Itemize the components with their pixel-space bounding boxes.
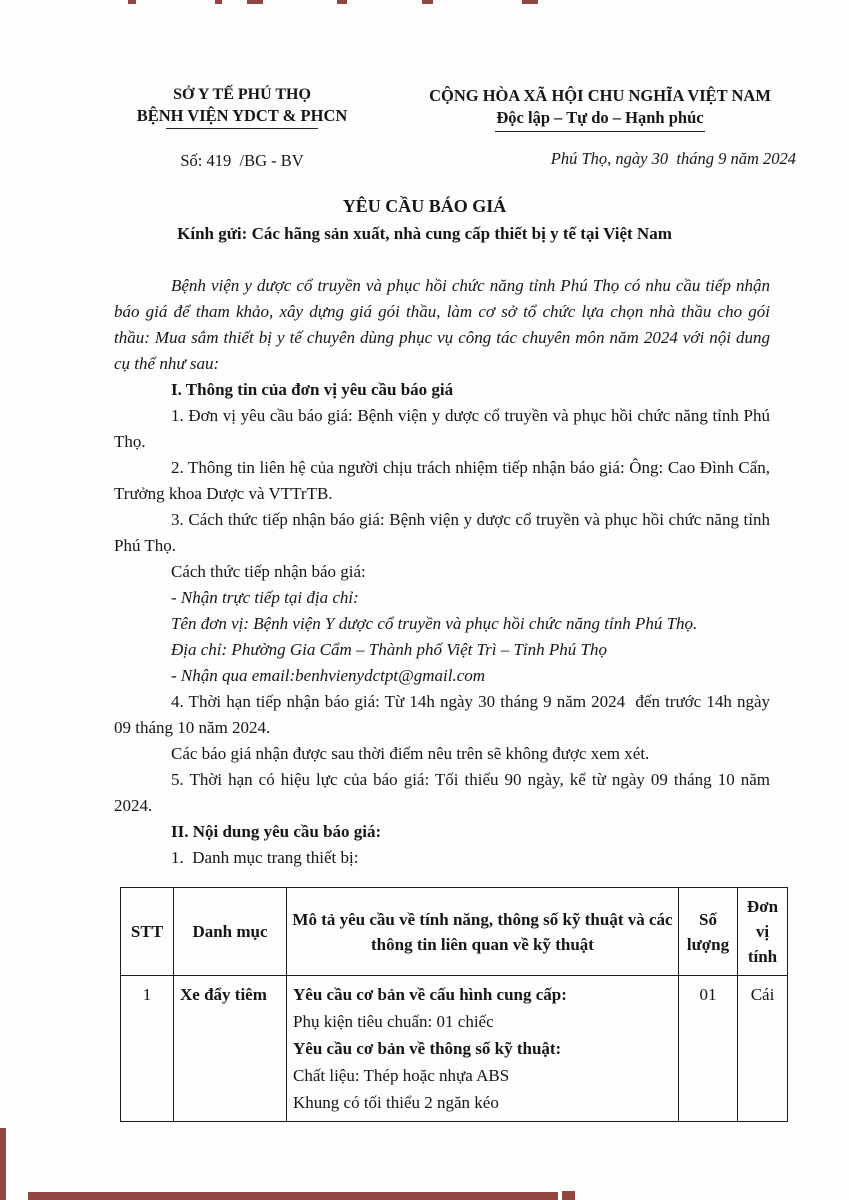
scan-artifact-top [215, 0, 222, 4]
body-paragraph-late-note: Các báo giá nhận được sau thời điểm nêu trên sẽ không được xem xét. [171, 744, 650, 763]
col-header-category: Danh mục [174, 888, 287, 976]
scan-artifact-top [522, 0, 538, 4]
intro-paragraph: Bệnh viện y dược cổ truyền và phục hồi chức năng tỉnh Phú Thọ có nhu cầu tiếp nhận báo giá để tham khảo, xây dựng giá gói thầu, làm cơ sở tổ chức lựa chọn nhà thầu cho gói thầu: Mua sắm thiết bị y tế chuyên dùng phục vụ công tác chuyên môn năm 2024 với nội dung cụ thể như sau: [114, 276, 770, 373]
scan-artifact-top [128, 0, 136, 4]
motto-underline-rule [495, 131, 705, 132]
body-paragraph-method-label: Cách thức tiếp nhận báo giá: [171, 562, 366, 581]
national-motto: Độc lập – Tự do – Hạnh phúc [496, 108, 704, 127]
body-paragraph-email: - Nhận qua email:benhvienydctpt@gmail.com [171, 666, 486, 685]
issuer-block [98, 85, 386, 171]
cell-category: Xe đẩy tiêm [174, 976, 287, 1122]
section-2-heading: II. Nội dung yêu cầu báo giá: [171, 822, 382, 841]
col-header-stt: STT [121, 888, 174, 976]
scan-artifact-left-bottom [0, 1128, 6, 1200]
issuer-department: SỞ Y TẾ PHÚ THỌ [173, 86, 311, 103]
recipient-line: Kính gửi: Các hãng sản xuất, nhà cung cấp thiết bị y tế tại Việt Nam [177, 224, 672, 243]
description-line: Yêu cầu cơ bản về cấu hình cung cấp: [293, 985, 567, 1004]
body-paragraph-deadline: 4. Thời hạn tiếp nhận báo giá: Từ 14h ngày 30 tháng 9 năm 2024 đến trước 14h ngày 09 tháng 10 năm 2024. [114, 692, 770, 737]
body-paragraph-unit: 1. Đơn vị yêu cầu báo giá: Bệnh viện y dược cổ truyền và phục hồi chức năng tỉnh Phú Thọ. [114, 406, 770, 451]
issuer-hospital-name: BỆNH VIỆN YDCT & PHCN [136, 106, 348, 125]
cell-stt: 1 [121, 976, 174, 1122]
table-row [121, 976, 788, 1122]
cell-quantity: 01 [679, 976, 738, 1122]
cell-unit: Cái [738, 976, 788, 1122]
national-title: CỘNG HÒA XÃ HỘI CHU NGHĨA VIỆT NAM [429, 86, 771, 105]
section-1-heading: I. Thông tin của đơn vị yêu cầu báo giá [171, 380, 454, 399]
scan-artifact-top [337, 0, 347, 4]
description-line: Chất liệu: Thép hoặc nhựa ABS [293, 1066, 510, 1085]
description-line: Phụ kiện tiêu chuẩn: 01 chiếc [293, 1012, 494, 1031]
description-line: Yêu cầu cơ bản về thông số kỹ thuật: [293, 1039, 562, 1058]
table-header-row [121, 888, 788, 976]
scan-artifact-bottom [562, 1191, 575, 1200]
body-paragraph-validity: 5. Thời hạn có hiệu lực của báo giá: Tối thiểu 90 ngày, kể từ ngày 09 tháng 10 năm 2024. [114, 770, 770, 815]
cell-description [287, 976, 679, 1122]
description-line: Khung có tối thiểu 2 ngăn kéo [293, 1093, 499, 1112]
scan-artifact-top [247, 0, 263, 4]
col-header-description: Mô tả yêu cầu về tính năng, thông số kỹ thuật và các thông tin liên quan về kỹ thuật [287, 888, 679, 976]
col-header-unit: Đơn vị tính [738, 888, 788, 976]
section-2-item: 1. Danh mục trang thiết bị: [171, 848, 359, 867]
body-paragraph-method: 3. Cách thức tiếp nhận báo giá: Bệnh viện y dược cổ truyền và phục hồi chức năng tỉnh Phú Thọ. [114, 510, 770, 555]
document-body [114, 273, 770, 871]
document-ref-number: Số: 419 /BG - BV [180, 151, 304, 170]
national-header-block [398, 85, 802, 169]
body-paragraph-address: Địa chỉ: Phường Gia Cẩm – Thành phố Việt Trì – Tỉnh Phú Thọ [171, 640, 607, 659]
place-date-line: Phú Thọ, ngày 30 tháng 9 năm 2024 [550, 149, 796, 168]
body-paragraph-contact: 2. Thông tin liên hệ của người chịu trách nhiệm tiếp nhận báo giá: Ông: Cao Đình Cẩn, Trưởng khoa Dược và VTTrTB. [114, 458, 770, 503]
document-title: YÊU CẦU BÁO GIÁ [342, 196, 507, 216]
body-paragraph-unit-name: Tên đơn vị: Bệnh viện Y dược cổ truyền và phục hồi chức năng tỉnh Phú Thọ. [171, 614, 698, 633]
body-paragraph-direct: - Nhận trực tiếp tại địa chỉ: [171, 588, 359, 607]
issuer-underline-rule [166, 128, 318, 129]
scan-artifact-top [422, 0, 433, 4]
scan-artifact-bottom [28, 1192, 558, 1200]
col-header-quantity: Số lượng [679, 888, 738, 976]
equipment-table [120, 887, 788, 1122]
